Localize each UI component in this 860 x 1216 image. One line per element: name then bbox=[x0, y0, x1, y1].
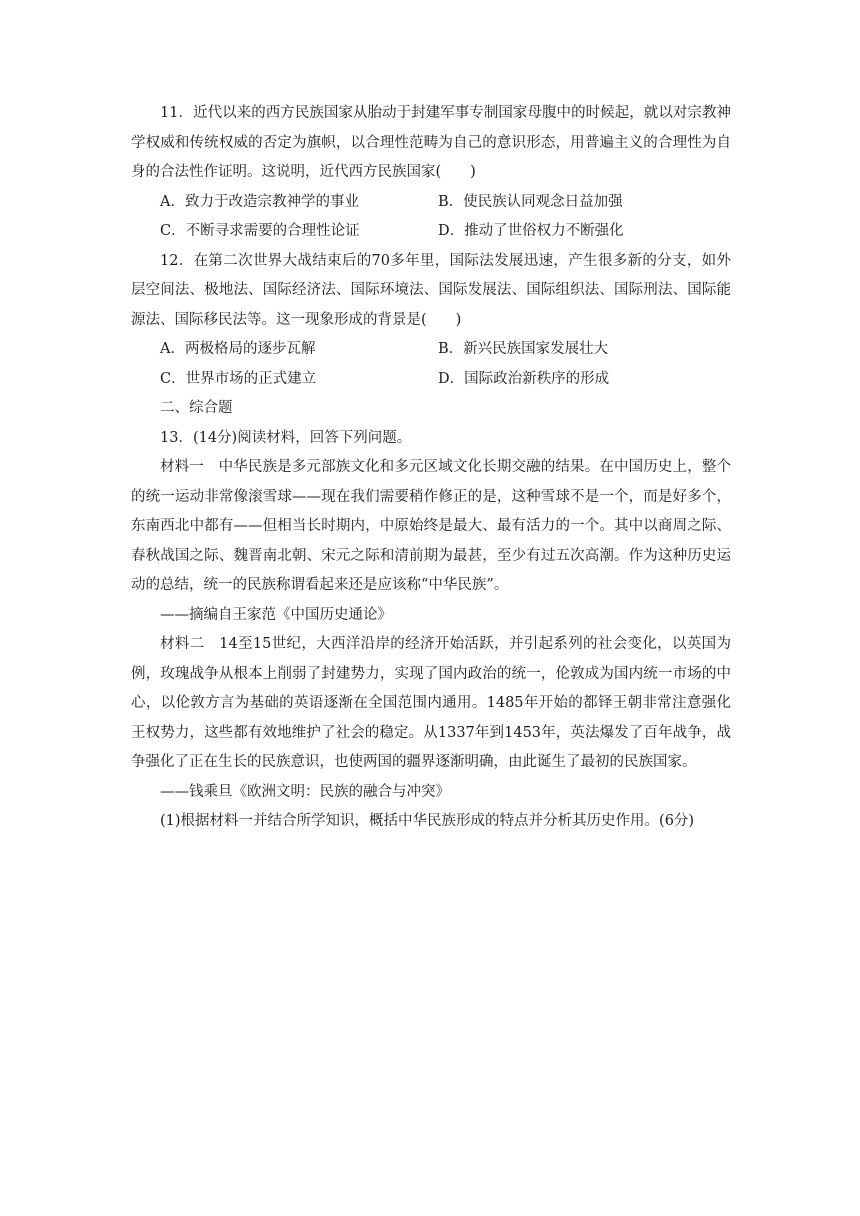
question-12-options-row-1 bbox=[131, 335, 731, 365]
question-13-stem: 13．(14分)阅读材料，回答下列问题。 bbox=[160, 429, 412, 446]
question-11-option-b[interactable]: B．使民族认同观念日益加强 bbox=[438, 193, 623, 210]
question-11-stem: 11．近代以来的西方民族国家从胎动于封建军事专制国家母腹中的时候起，就以对宗教神学权威和传统权威的否定为旗帜，以合理性范畴为自己的意识形态，用普遍主义的合理性为自身的合法性作证明。这说明，近代西方民族国家( ) bbox=[131, 105, 731, 180]
question-11-options-row-1 bbox=[131, 188, 731, 218]
exam-page bbox=[131, 99, 731, 837]
question-12-stem: 12．在第二次世界大战结束后的70多年里，国际法发展迅速，产生很多新的分支，如外层空间法、极地法、国际经济法、国际环境法、国际发展法、国际组织法、国际刑法、国际能源法、国际移民法等。这一现象形成的背景是( ) bbox=[131, 252, 731, 328]
material-2-source: ——钱乘旦《欧洲文明：民族的融合与冲突》 bbox=[160, 783, 450, 800]
material-1-text: 材料一 中华民族是多元部族文化和多元区域文化长期交融的结果。在中国历史上，整个的统一运动非常像滚雪球——现在我们需要稍作修正的是，这种雪球不是一个，而是好多个，东南西北中都有——但相当长时期内，中原始终是最大、最有活力的一个。其中以商周之际、春秋战国之际、魏晋南北朝、宋元之际和清前期为最甚，至少有过五次高潮。作为这种历史运动的总结，统一的民族称谓看起来还是应该称“中华民族”。 bbox=[131, 459, 731, 593]
question-11-options-row-2 bbox=[131, 217, 731, 247]
material-2-text: 材料二 14至15世纪，大西洋沿岸的经济开始活跃，并引起系列的社会变化，以英国为例，玫瑰战争从根本上削弱了封建势力，实现了国内政治的统一，伦敦成为国内统一市场的中心，以伦敦方言为基础的英语逐渐在全国范围内通用。1485年开始的都铎王朝非常注意强化王权势力，这些都有效地维护了社会的稳定。从1337年到1453年，英法爆发了百年战争，战争强化了正在生长的民族意识，也使两国的疆界逐渐明确，由此诞生了最初的民族国家。 bbox=[131, 636, 731, 770]
question-12-option-b[interactable]: B．新兴民族国家发展壮大 bbox=[438, 341, 609, 357]
question-11-option-d[interactable]: D．推动了世俗权力不断强化 bbox=[438, 223, 624, 239]
question-11-option-a[interactable]: A．致力于改造宗教神学的事业 bbox=[160, 193, 359, 210]
question-12-option-c[interactable]: C．世界市场的正式建立 bbox=[160, 370, 317, 387]
question-12-option-d[interactable]: D．国际政治新秩序的形成 bbox=[438, 370, 610, 387]
question-12-options-row-2 bbox=[131, 365, 731, 395]
question-12-option-a[interactable]: A．两极格局的逐步瓦解 bbox=[160, 341, 316, 357]
material-1-source: ——摘编自王家范《中国历史通论》 bbox=[160, 606, 392, 623]
question-11-option-c[interactable]: C．不断寻求需要的合理性论证 bbox=[160, 223, 360, 239]
question-13-subquestion-1: (1)根据材料一并结合所学知识，概括中华民族形成的特点并分析其历史作用。(6分) bbox=[160, 813, 695, 829]
section-heading-comprehensive: 二、综合题 bbox=[160, 400, 233, 416]
